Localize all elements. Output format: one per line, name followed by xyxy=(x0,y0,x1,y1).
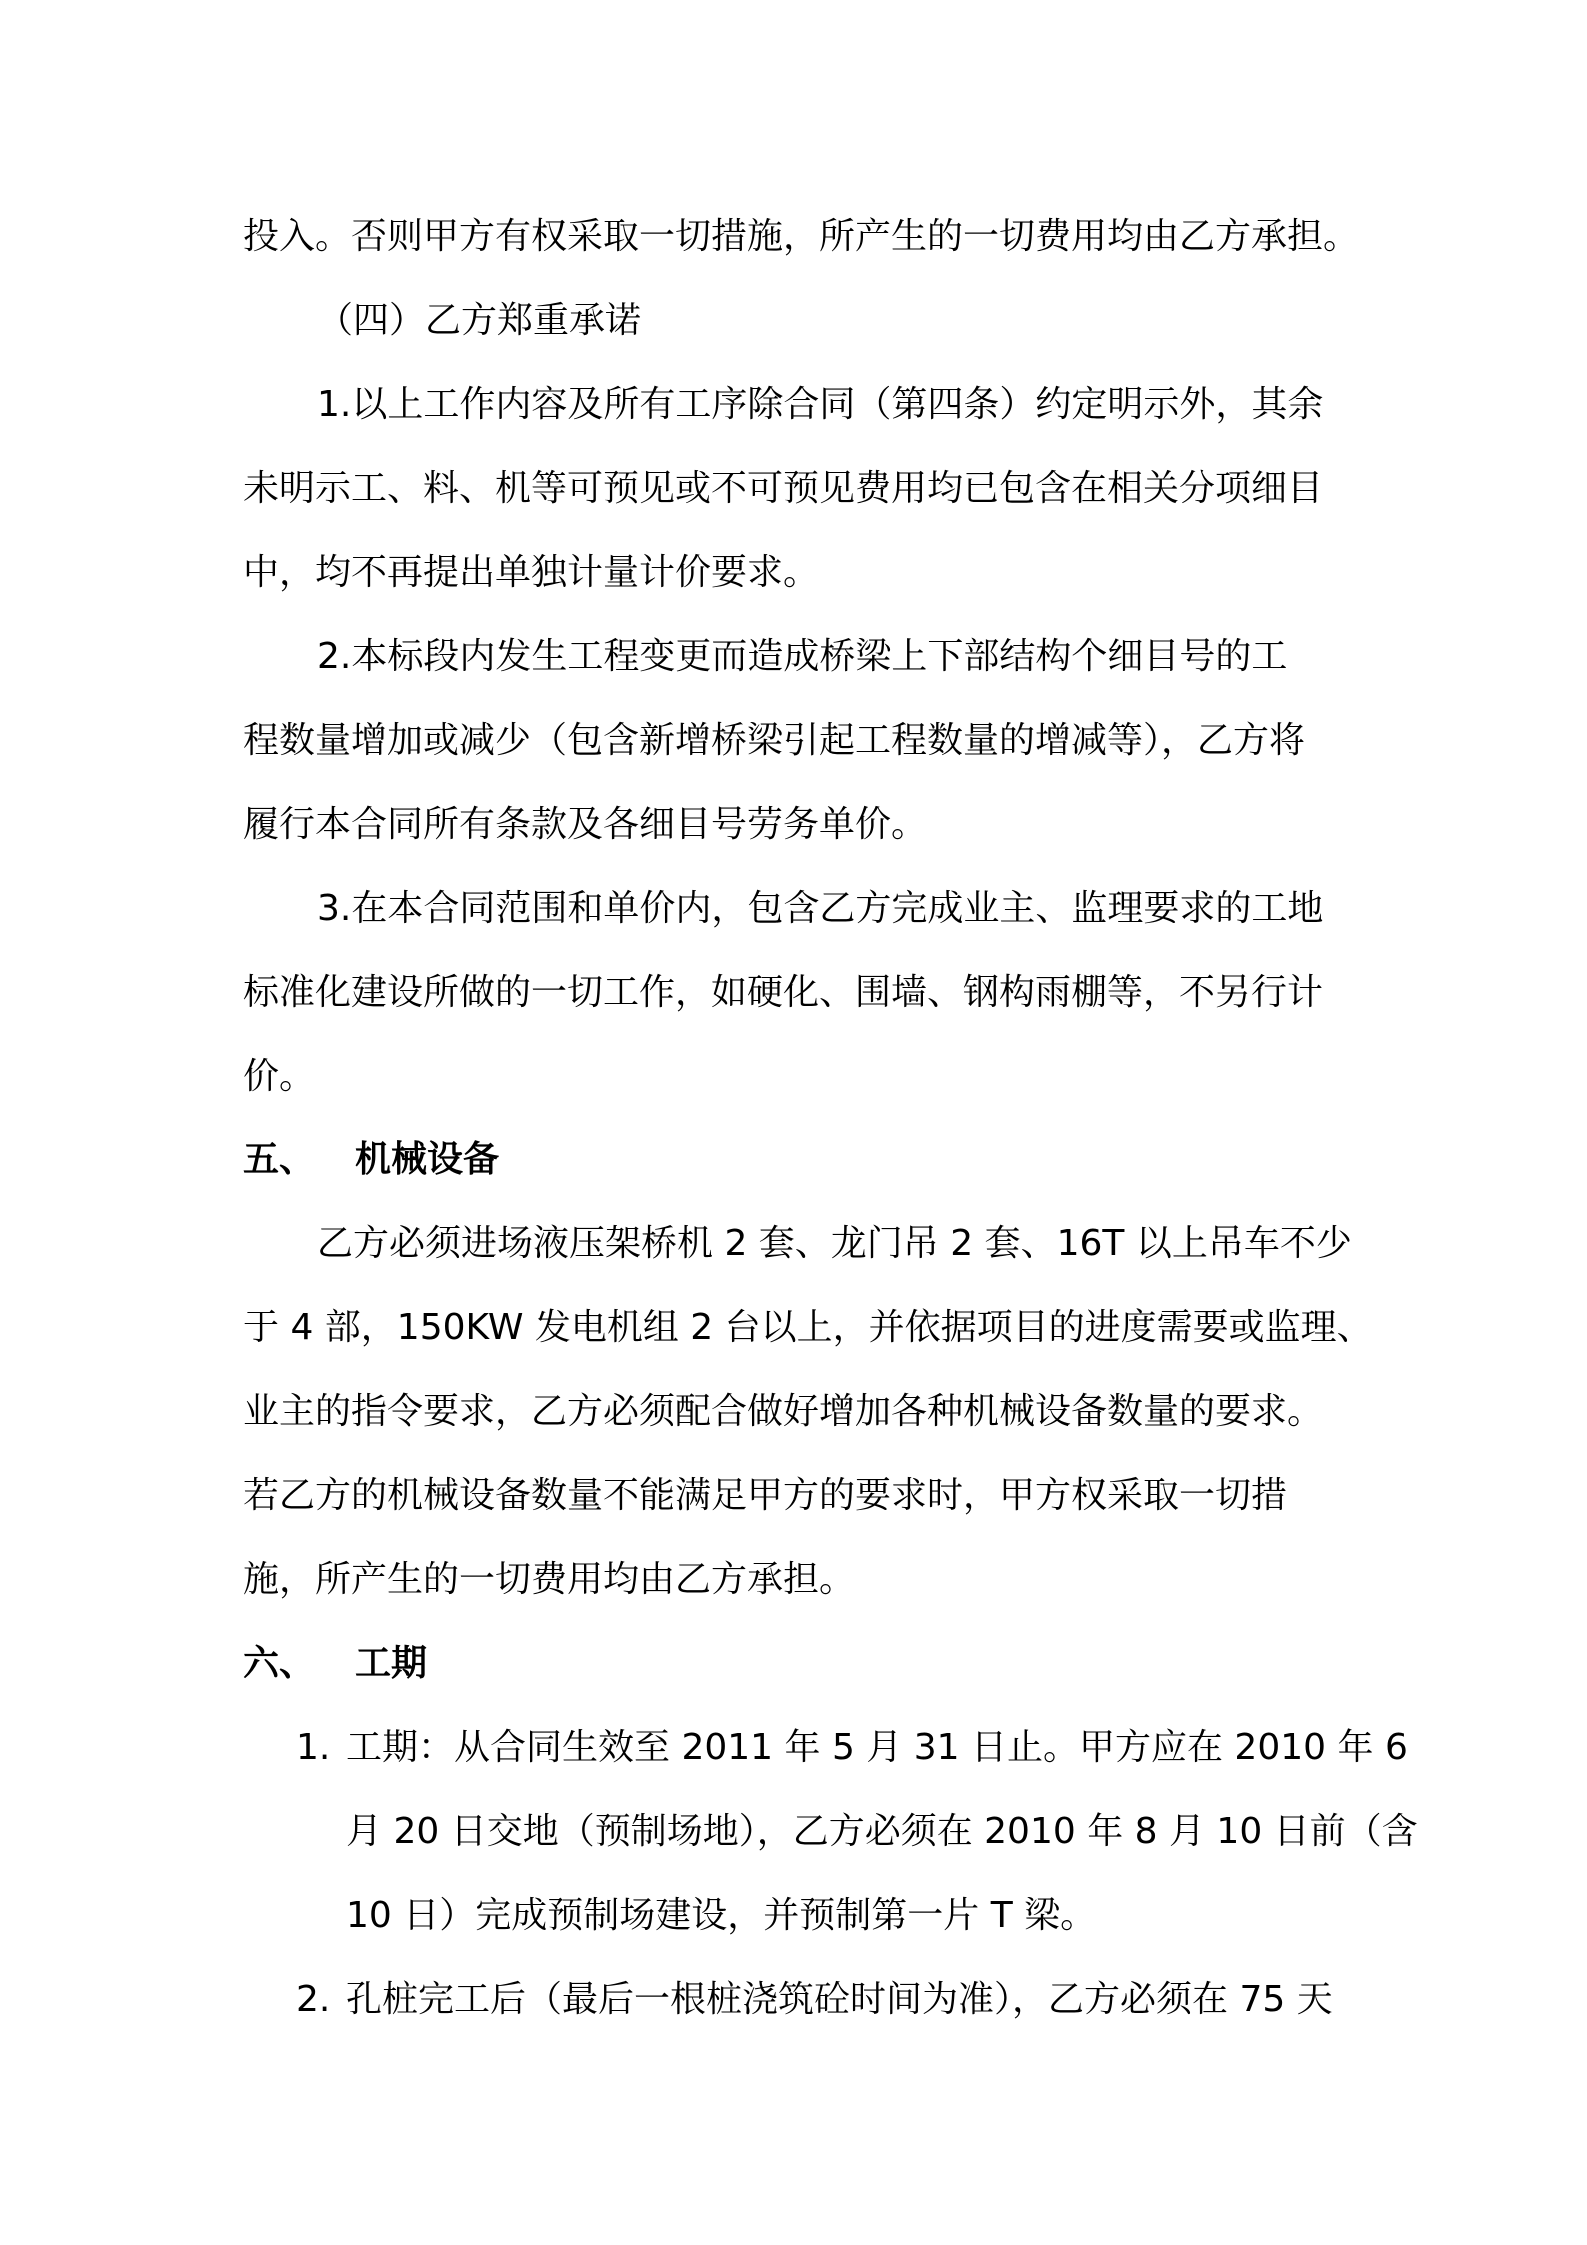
list-item-line: 孔桩完工后（最后一根桩浇筑砼时间为准），乙方必须在 75 天 xyxy=(346,1979,1333,2020)
list-item-line: 工期：从合同生效至 2011 年 5 月 31 日止。甲方应在 2010 年 6 xyxy=(346,1727,1408,1768)
paragraph-line: 若乙方的机械设备数量不能满足甲方的要求时，甲方权采取一切措 xyxy=(243,1475,1288,1516)
subsection-title: （四）乙方郑重承诺 xyxy=(317,300,642,341)
section-number: 六、 xyxy=(243,1643,316,1684)
paragraph-line: 1.以上工作内容及所有工序除合同（第四条）约定明示外，其余 xyxy=(317,384,1324,425)
paragraph-line: 程数量增加或减少（包含新增桥梁引起工程数量的增减等），乙方将 xyxy=(243,720,1306,761)
paragraph-line: 乙方必须进场液压架桥机 2 套、龙门吊 2 套、16T 以上吊车不少 xyxy=(317,1223,1352,1264)
section-number: 五、 xyxy=(243,1139,316,1180)
paragraph-line: 标准化建设所做的一切工作，如硬化、围墙、钢构雨棚等，不另行计 xyxy=(243,972,1324,1013)
list-item-number: 2. xyxy=(296,1979,331,2020)
paragraph-line: 3.在本合同范围和单价内，包含乙方完成业主、监理要求的工地 xyxy=(317,888,1324,929)
paragraph-line: 中，均不再提出单独计量计价要求。 xyxy=(243,552,820,593)
section-heading-5 xyxy=(243,1136,499,1184)
paragraph-line: 投入。否则甲方有权采取一切措施，所产生的一切费用均由乙方承担。 xyxy=(243,216,1360,257)
list-item-line: 月 20 日交地（预制场地），乙方必须在 2010 年 8 月 10 日前（含 xyxy=(346,1811,1418,1852)
paragraph-line: 未明示工、料、机等可预见或不可预见费用均已包含在相关分项细目 xyxy=(243,468,1324,509)
paragraph-line: 2.本标段内发生工程变更而造成桥梁上下部结构个细目号的工 xyxy=(317,636,1288,677)
section-title: 工期 xyxy=(355,1643,428,1684)
paragraph-line: 业主的指令要求，乙方必须配合做好增加各种机械设备数量的要求。 xyxy=(243,1391,1324,1432)
section-heading-6 xyxy=(243,1640,427,1688)
paragraph-line: 价。 xyxy=(243,1056,316,1097)
list-item-number: 1. xyxy=(296,1727,331,1768)
section-title: 机械设备 xyxy=(355,1139,500,1180)
paragraph-line: 履行本合同所有条款及各细目号劳务单价。 xyxy=(243,804,928,845)
paragraph-line: 施，所产生的一切费用均由乙方承担。 xyxy=(243,1559,856,1600)
paragraph-line: 于 4 部，150KW 发电机组 2 台以上，并依据项目的进度需要或监理、 xyxy=(243,1307,1373,1348)
list-item-line: 10 日）完成预制场建设，并预制第一片 T 梁。 xyxy=(346,1895,1097,1936)
